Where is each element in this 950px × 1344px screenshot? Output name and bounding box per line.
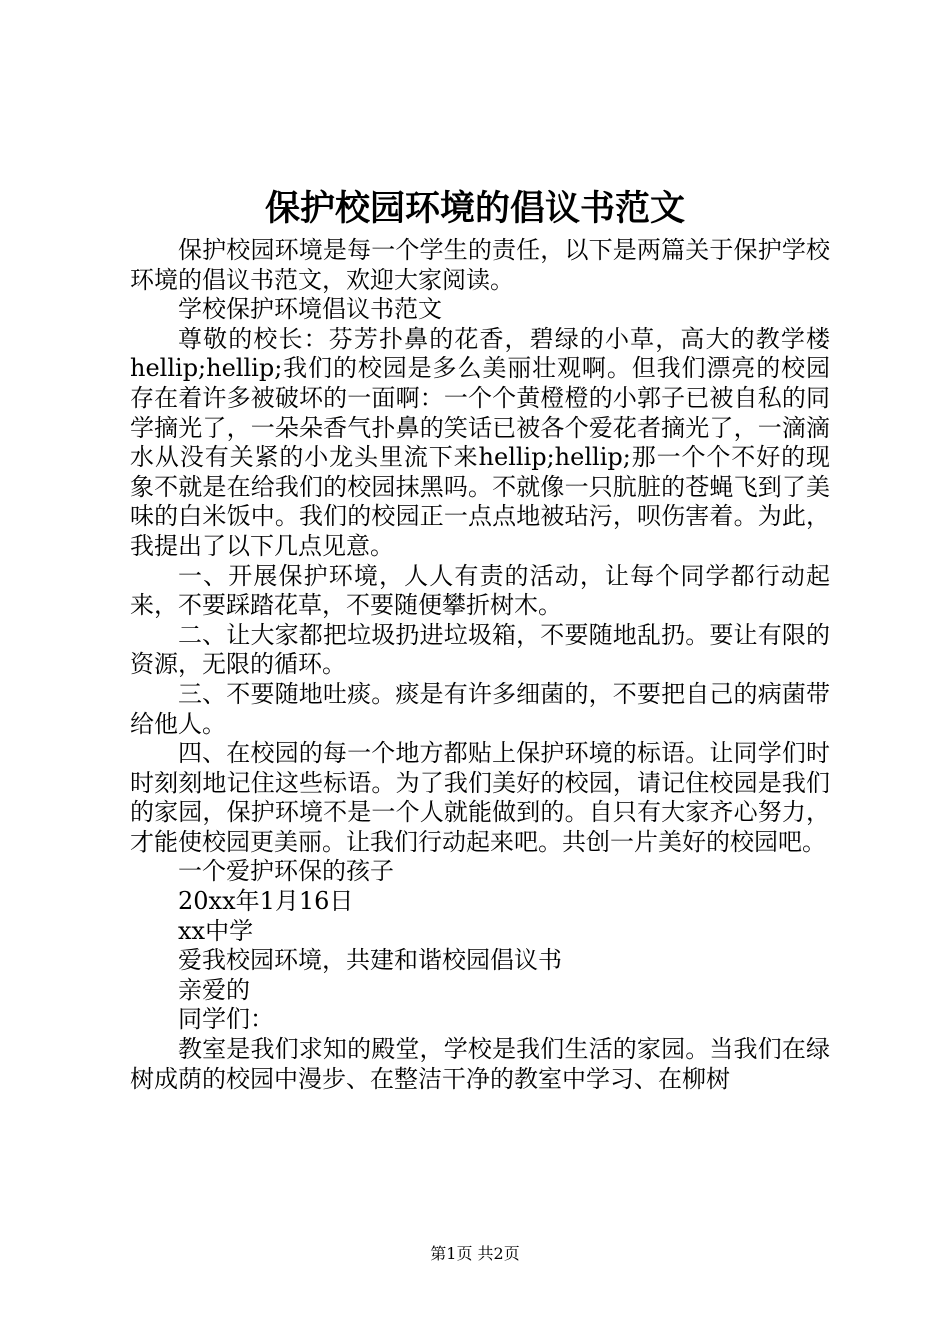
- document-body: [130, 236, 830, 1094]
- paragraph-4: 三、不要随地吐痰。痰是有许多细菌的，不要把自己的病菌带给他人。: [130, 679, 830, 738]
- greeting-line-2: 同学们：: [178, 1005, 274, 1034]
- signature-line: 一个爱护环保的孩子: [178, 857, 394, 886]
- page-footer: 第1页 共2页: [430, 1244, 520, 1263]
- paragraph-1: 尊敬的校长：芬芳扑鼻的花香，碧绿的小草，高大的教学楼hellip;hellip;我们的校园是多么美丽壮观啊。但我们漂亮的校园存在着许多被破坏的一面啊：一个个黄橙橙的小郭子已被自私的同学摘光了，一朵朵香气扑鼻的笑话已被各个爱花者摘光了，一滴滴水从没有关紧的小龙头里流下来hellip;hellip;那一个个不好的现象不就是在给我们的校园抹黑吗。不就像一只肮脏的苍蝇飞到了美味的白米饭中。我们的校园正一点点地被玷污，呗伤害着。为此，我提出了以下几点见意。: [130, 324, 830, 560]
- paragraph-2: 一、开展保护环境，人人有责的活动，让每个同学都行动起来，不要踩踏花草，不要随便攀折树木。: [130, 561, 830, 620]
- greeting-line-1: 亲爱的: [178, 975, 250, 1004]
- document-title: 保护校园环境的倡议书范文: [264, 188, 685, 229]
- intro-paragraph: 保护校园环境是每一个学生的责任，以下是两篇关于保护学校环境的倡议书范文，欢迎大家阅读。: [130, 236, 830, 294]
- section2-heading: 爱我校园环境，共建和谐校园倡议书: [178, 946, 562, 975]
- school-line: xx中学: [178, 916, 254, 945]
- paragraph-3: 二、让大家都把垃圾扔进垃圾箱，不要随地乱扔。要让有限的资源，无限的循环。: [130, 620, 830, 679]
- section1-heading: 学校保护环境倡议书范文: [178, 295, 442, 324]
- date-line: 20xx年1月16日: [178, 887, 354, 916]
- paragraph-5: 四、在校园的每一个地方都贴上保护环境的标语。让同学们时时刻刻地记住这些标语。为了我们美好的校园，请记住校园是我们的家园，保护环境不是一个人就能做到的。自只有大家齐心努力，才能使校园更美丽。让我们行动起来吧。共创一片美好的校园吧。: [130, 739, 830, 856]
- paragraph-6: 教室是我们求知的殿堂，学校是我们生活的家园。当我们在绿树成荫的校园中漫步、在整洁干净的教室中学习、在柳树: [130, 1035, 830, 1093]
